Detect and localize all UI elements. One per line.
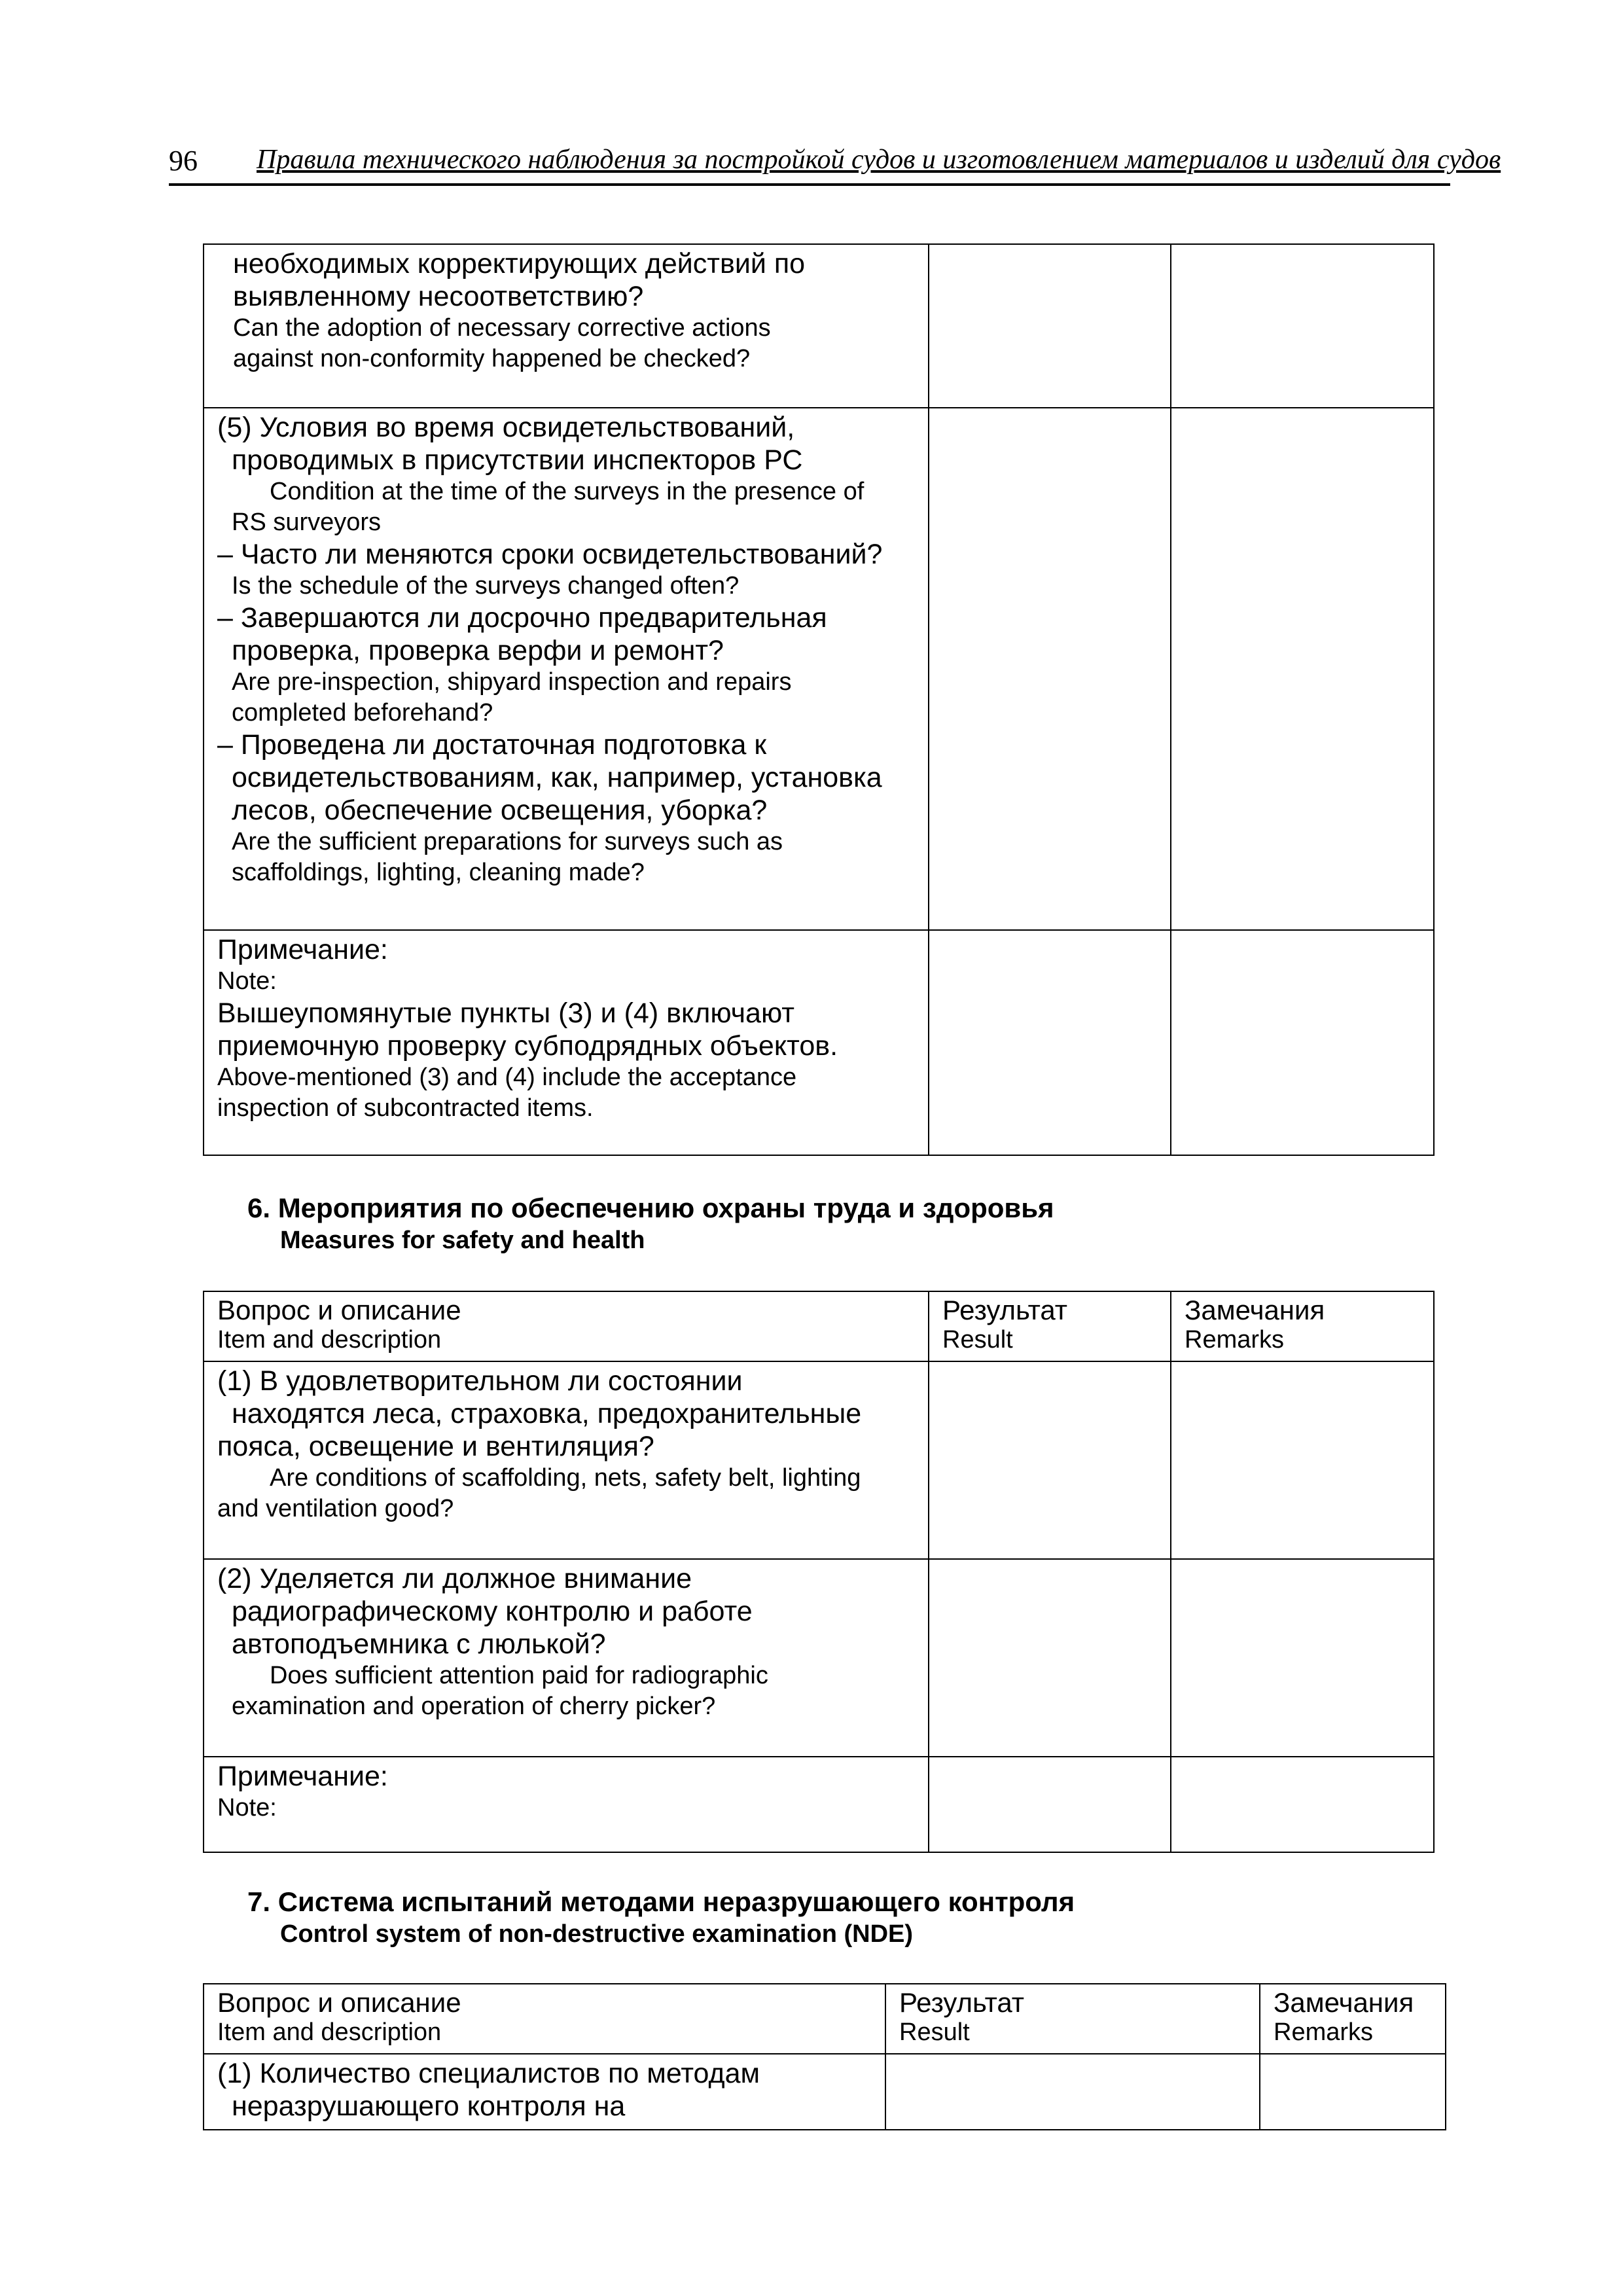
table-row <box>204 1361 1434 1559</box>
item-text-en: completed beforehand? <box>232 699 493 726</box>
table-row <box>204 930 1434 1155</box>
item-text-ru: неразрушающего контроля на <box>232 2090 626 2122</box>
item-text-ru: (5) Условия во время освидетельствований, <box>217 412 795 443</box>
table-header-row <box>204 1291 1434 1361</box>
item-text-en: Can the adoption of necessary corrective actions <box>233 314 771 342</box>
result-cell[interactable] <box>885 2054 1260 2130</box>
item-description-cell <box>204 1361 929 1559</box>
section-7-title: 7. Система испытаний методами неразрушающего контроля <box>247 1886 1075 1917</box>
note-label-ru: Примечание: <box>217 934 388 965</box>
item-description-cell <box>204 408 929 930</box>
remarks-cell[interactable] <box>1171 408 1434 930</box>
header-text-en: Result <box>899 2018 970 2046</box>
item-text-ru: проводимых в присутствии инспекторов РС <box>232 444 803 476</box>
item-text-en: Are conditions of scaffolding, nets, safety belt, lighting <box>270 1464 861 1492</box>
note-cell <box>204 930 929 1155</box>
item-description-cell <box>204 1559 929 1757</box>
remarks-cell[interactable] <box>1260 2054 1446 2130</box>
item-text-en: against non-conformity happened be checked? <box>233 345 751 372</box>
item-text-en: Are the sufficient preparations for surveys such as <box>232 828 783 855</box>
column-header-remarks <box>1260 1984 1446 2054</box>
column-header-item <box>204 1291 929 1361</box>
note-label-en: Note: <box>217 967 277 995</box>
item-text-ru: – Завершаются ли досрочно предварительная <box>217 602 827 634</box>
header-text-ru: Результат <box>942 1295 1068 1325</box>
header-text-en: Item and description <box>217 2018 442 2046</box>
item-text-ru: проверка, проверка верфи и ремонт? <box>232 635 724 666</box>
column-header-remarks <box>1171 1291 1434 1361</box>
note-text-ru: Вышеупомянутые пункты (3) и (4) включают <box>217 997 794 1029</box>
item-text-ru: (1) В удовлетворительном ли состоянии <box>217 1365 743 1397</box>
section-6-subtitle: Measures for safety and health <box>280 1227 645 1254</box>
table-row <box>204 1757 1434 1852</box>
item-text-ru: – Проведена ли достаточная подготовка к <box>217 729 767 761</box>
item-text-ru: выявленному несоответствию? <box>233 281 644 312</box>
item-text-ru: необходимых корректирующих действий по <box>233 248 806 279</box>
checklist-table-continued <box>203 243 1435 1156</box>
item-text-ru: радиографическому контролю и работе <box>232 1596 753 1627</box>
note-text-en: Above-mentioned (3) and (4) include the acceptance <box>217 1064 797 1091</box>
header-text-ru: Замечания <box>1185 1295 1325 1325</box>
remarks-cell[interactable] <box>1171 1361 1434 1559</box>
table-header-row <box>204 1984 1446 2054</box>
running-title: Правила технического наблюдения за постройкой судов и изготовлением материалов и изделий для судов <box>257 145 1501 175</box>
remarks-cell[interactable] <box>1171 1757 1434 1852</box>
note-label-ru: Примечание: <box>217 1761 388 1792</box>
table-row <box>204 2054 1446 2130</box>
column-header-result <box>885 1984 1260 2054</box>
item-text-en: examination and operation of cherry picker? <box>232 1693 716 1720</box>
item-text-ru: автоподъемника с люлькой? <box>232 1628 606 1660</box>
table-row <box>204 1559 1434 1757</box>
note-label-en: Note: <box>217 1794 277 1821</box>
item-text-ru: пояса, освещение и вентиляция? <box>217 1431 654 1462</box>
remarks-cell[interactable] <box>1171 1559 1434 1757</box>
item-text-ru: лесов, обеспечение освещения, уборка? <box>232 795 768 826</box>
item-text-en: scaffoldings, lighting, cleaning made? <box>232 859 645 886</box>
header-text-ru: Вопрос и описание <box>217 1295 461 1325</box>
item-text-ru: находятся леса, страховка, предохранительные <box>232 1398 862 1429</box>
column-header-item <box>204 1984 885 2054</box>
nde-control-table <box>203 1983 1446 2130</box>
item-text-ru: (1) Количество специалистов по методам <box>217 2058 760 2089</box>
page-number: 96 <box>169 145 198 177</box>
page-header <box>169 137 1501 186</box>
remarks-cell[interactable] <box>1171 930 1434 1155</box>
item-description-cell <box>204 2054 885 2130</box>
result-cell[interactable] <box>929 244 1171 408</box>
result-cell[interactable] <box>929 1361 1171 1559</box>
item-text-en: RS surveyors <box>232 509 382 536</box>
note-text-en: inspection of subcontracted items. <box>217 1094 594 1122</box>
remarks-cell[interactable] <box>1171 244 1434 408</box>
item-text-en: Is the schedule of the surveys changed often? <box>232 572 740 600</box>
note-cell <box>204 1757 929 1852</box>
header-text-en: Remarks <box>1274 2018 1374 2046</box>
header-text-ru: Замечания <box>1274 1987 1414 2018</box>
header-text-ru: Вопрос и описание <box>217 1987 461 2018</box>
section-6-title: 6. Мероприятия по обеспечению охраны труда и здоровья <box>247 1193 1054 1223</box>
item-text-en: Does sufficient attention paid for radiographic <box>270 1662 768 1689</box>
item-text-ru: освидетельствованиям, как, например, установка <box>232 762 882 793</box>
table-row <box>204 408 1434 930</box>
item-text-en: and ventilation good? <box>217 1495 454 1522</box>
result-cell[interactable] <box>929 930 1171 1155</box>
item-description-cell <box>204 244 929 408</box>
safety-health-table <box>203 1291 1435 1853</box>
section-7-subtitle: Control system of non-destructive examination (NDE) <box>280 1920 914 1948</box>
result-cell[interactable] <box>929 1757 1171 1852</box>
table-row <box>204 244 1434 408</box>
header-text-ru: Результат <box>899 1987 1025 2018</box>
result-cell[interactable] <box>929 1559 1171 1757</box>
item-text-ru: (2) Уделяется ли должное внимание <box>217 1563 692 1594</box>
item-text-en: Are pre-inspection, shipyard inspection and repairs <box>232 668 792 696</box>
item-text-en: Condition at the time of the surveys in the presence of <box>270 478 865 505</box>
note-text-ru: приемочную проверку субподрядных объектов. <box>217 1030 838 1062</box>
column-header-result <box>929 1291 1171 1361</box>
result-cell[interactable] <box>929 408 1171 930</box>
header-text-en: Remarks <box>1185 1326 1285 1354</box>
item-text-ru: – Часто ли меняются сроки освидетельствований? <box>217 539 883 570</box>
header-text-en: Item and description <box>217 1326 442 1354</box>
header-text-en: Result <box>942 1326 1013 1354</box>
